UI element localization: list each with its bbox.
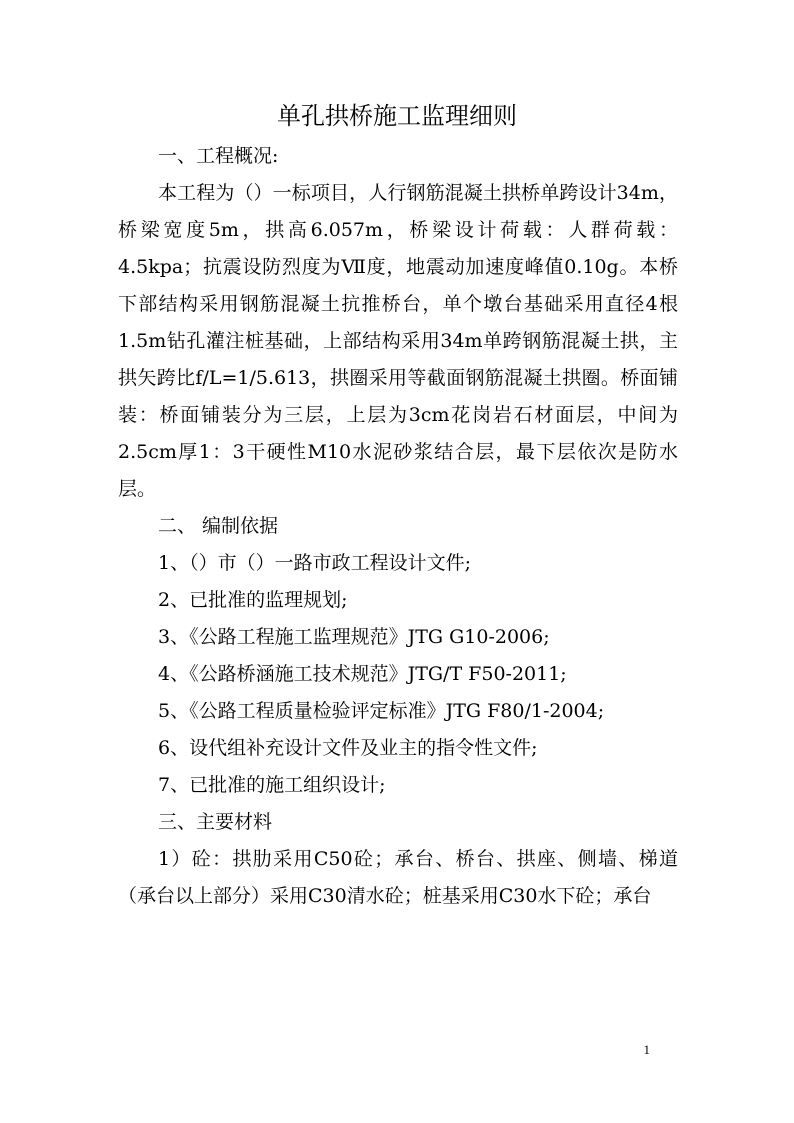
section-3-heading: 三、主要材料: [158, 811, 273, 833]
reference-item-3: 3、《公路工程施工监理规范》JTG G10-2006;: [158, 626, 550, 648]
reference-item-2: 2、已批准的监理规划;: [158, 589, 348, 611]
reference-item-5: 5、《公路工程质量检验评定标准》JTG F80/1-2004;: [158, 700, 605, 722]
reference-item-6: 6、设代组补充设计文件及业主的指令性文件;: [158, 737, 538, 759]
section-3-paragraph: 1）砼：拱肋采用C50砼；承台、桥台、拱座、侧墙、梯道（承台以上部分）采用C30清水砼；桩基采用C30水下砼；承台: [118, 848, 678, 907]
reference-item-4: 4、《公路桥涵施工技术规范》JTG/T F50-2011;: [158, 663, 567, 685]
reference-item-1: 1、（）市（）一路市政工程设计文件;: [158, 552, 471, 574]
document-body: [118, 138, 678, 915]
section-1-heading: 一、工程概况:: [158, 145, 279, 167]
document-title: 单孔拱桥施工监理细则: [277, 102, 517, 130]
section-1-paragraph: 本工程为（）一标项目，人行钢筋混凝土拱桥单跨设计34m，桥梁宽度5m，拱高6.057m，桥梁设计荷载：人群荷载：4.5kpa；抗震设防烈度为Ⅶ度，地震动加速度峰值0.10g。本桥下部结构采用钢筋混凝土抗推桥台，单个墩台基础采用直径4根1.5m钻孔灌注桩基础，上部结构采用34m单跨钢筋混凝土拱，主拱矢跨比f/L=1/5.613，拱圈采用等截面钢筋混凝土拱圈。桥面铺装：桥面铺装分为三层，上层为3cm花岗岩石材面层，中间为2.5cm厚1：3干硬性M10水泥砂浆结合层，最下层依次是防水层。: [118, 182, 678, 500]
section-2-heading: 二、 编制依据: [158, 515, 279, 537]
reference-item-7: 7、已批准的施工组织设计;: [158, 774, 386, 796]
page-number: 1: [643, 1042, 650, 1057]
